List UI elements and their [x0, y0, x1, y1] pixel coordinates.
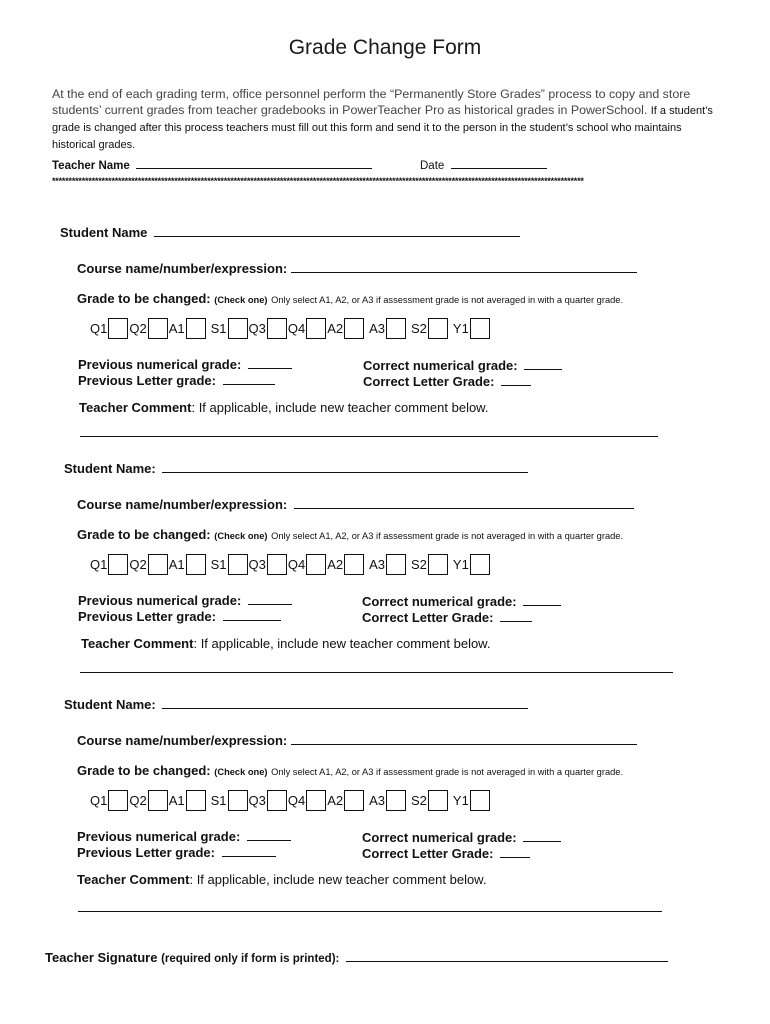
prev-numerical-field[interactable] — [248, 592, 292, 605]
correct-letter-row — [363, 373, 531, 389]
course-field[interactable] — [291, 732, 637, 745]
grade-change-label: Grade to be changed: — [77, 291, 211, 306]
grade-checkbox-a3[interactable] — [386, 318, 406, 339]
teacher-comment-field[interactable] — [80, 672, 673, 673]
grade-option-label: Y1 — [452, 793, 469, 808]
prev-numerical-label: Previous numerical grade: — [78, 593, 242, 608]
course-field[interactable] — [294, 496, 634, 509]
grade-option-label: Q4 — [287, 557, 306, 572]
grade-checkbox-s2[interactable] — [428, 790, 448, 811]
teacher-comment-field[interactable] — [78, 911, 662, 912]
prev-numerical-row — [77, 828, 291, 844]
grade-checkbox-s1[interactable] — [228, 790, 248, 811]
teacher-comment-row — [79, 400, 488, 415]
student-name-row — [60, 224, 520, 240]
student-section-2 — [0, 456, 770, 686]
student-name-row — [64, 696, 528, 712]
student-name-field[interactable] — [162, 460, 528, 473]
grade-checkbox-q2[interactable] — [148, 790, 168, 811]
teacher-signature-label: Teacher Signature — [45, 950, 158, 965]
prev-letter-field[interactable] — [222, 844, 276, 857]
prev-numerical-row — [78, 356, 292, 372]
grade-checkbox-q3[interactable] — [267, 554, 287, 575]
grade-option-label: Q3 — [248, 321, 266, 336]
student-section-1 — [0, 220, 770, 450]
grade-option-label: Q4 — [287, 793, 306, 808]
course-label: Course name/number/expression: — [77, 733, 288, 748]
grade-options — [90, 790, 491, 811]
correct-letter-field[interactable] — [500, 845, 530, 858]
intro-text-main: At the end of each grading term, office personnel perform the “Permanently Store Grades” process to copy and store students’ current grades from teacher gradebooks in PowerTeacher Pro as historical grades in PowerSchool. — [52, 87, 691, 117]
grade-option-label: S1 — [210, 557, 227, 572]
teacher-comment-row — [81, 636, 490, 651]
prev-letter-label: Previous Letter grade: — [78, 609, 216, 624]
grade-checkbox-q4[interactable] — [306, 790, 326, 811]
grade-option-label: A1 — [168, 321, 185, 336]
grade-options — [90, 318, 491, 339]
grade-checkbox-q1[interactable] — [108, 554, 128, 575]
teacher-comment-hint: : If applicable, include new teacher comment below. — [189, 872, 487, 887]
check-one-label: (Check one) — [214, 295, 268, 305]
correct-numerical-label: Correct numerical grade: — [362, 594, 517, 609]
check-one-label: (Check one) — [214, 767, 268, 777]
grade-checkbox-q3[interactable] — [267, 318, 287, 339]
course-row — [77, 732, 637, 748]
grade-checkbox-a3[interactable] — [386, 790, 406, 811]
grade-change-row — [77, 763, 623, 778]
grade-option-label: Y1 — [452, 557, 469, 572]
grade-checkbox-a2[interactable] — [344, 554, 364, 575]
correct-numerical-label: Correct numerical grade: — [362, 830, 517, 845]
grade-option-label: Q3 — [248, 793, 266, 808]
student-name-row — [64, 460, 528, 476]
grade-checkbox-y1[interactable] — [470, 318, 490, 339]
prev-letter-row — [78, 372, 275, 388]
grade-checkbox-a1[interactable] — [186, 318, 206, 339]
separator-line: ***************************************************************************************************************************************************************** — [52, 176, 584, 186]
correct-numerical-field[interactable] — [523, 593, 561, 606]
teacher-comment-field[interactable] — [80, 436, 658, 437]
correct-numerical-field[interactable] — [524, 357, 562, 370]
grade-note: Only select A1, A2, or A3 if assessment grade is not averaged in with a quarter grade. — [271, 295, 624, 305]
grade-option-label: A3 — [369, 321, 385, 336]
date-label: Date — [420, 160, 445, 172]
course-row — [77, 260, 637, 276]
grade-option-label: A2 — [327, 557, 344, 572]
grade-checkbox-s2[interactable] — [428, 318, 448, 339]
correct-numerical-label: Correct numerical grade: — [363, 358, 518, 373]
grade-checkbox-a1[interactable] — [186, 554, 206, 575]
grade-checkbox-s2[interactable] — [428, 554, 448, 575]
grade-change-row — [77, 527, 623, 542]
grade-checkbox-q3[interactable] — [267, 790, 287, 811]
grade-option-label: A1 — [168, 557, 185, 572]
teacher-signature-row — [45, 949, 668, 965]
grade-note: Only select A1, A2, or A3 if assessment grade is not averaged in with a quarter grade. — [271, 767, 624, 777]
teacher-name-label: Teacher Name — [52, 160, 130, 172]
grade-option-label: S2 — [411, 557, 427, 572]
correct-numerical-field[interactable] — [523, 829, 561, 842]
grade-checkbox-q1[interactable] — [108, 790, 128, 811]
teacher-name-field[interactable] — [136, 156, 372, 169]
intro-paragraph — [52, 86, 722, 153]
grade-option-label: Q1 — [90, 321, 108, 336]
prev-letter-field[interactable] — [223, 372, 275, 385]
teacher-comment-label: Teacher Comment — [77, 872, 190, 887]
correct-letter-label: Correct Letter Grade: — [362, 610, 494, 625]
grade-option-label: Y1 — [452, 321, 469, 336]
correct-letter-label: Correct Letter Grade: — [362, 846, 494, 861]
teacher-signature-field[interactable] — [346, 949, 668, 962]
date-row — [420, 156, 547, 172]
grade-option-label: Q1 — [90, 793, 108, 808]
prev-numerical-label: Previous numerical grade: — [77, 829, 241, 844]
grade-note: Only select A1, A2, or A3 if assessment grade is not averaged in with a quarter grade. — [271, 531, 624, 541]
grade-option-label: Q2 — [129, 793, 147, 808]
teacher-name-row — [52, 156, 372, 172]
prev-letter-field[interactable] — [223, 608, 281, 621]
check-one-label: (Check one) — [214, 531, 268, 541]
grade-checkbox-a3[interactable] — [386, 554, 406, 575]
grade-change-row — [77, 291, 623, 306]
grade-option-label: Q2 — [129, 557, 147, 572]
correct-letter-field[interactable] — [501, 373, 531, 386]
course-label: Course name/number/expression: — [77, 497, 288, 512]
student-name-field[interactable] — [154, 224, 520, 237]
correct-numerical-row — [363, 357, 562, 373]
grade-option-label: A3 — [369, 793, 385, 808]
prev-numerical-field[interactable] — [247, 828, 291, 841]
grade-change-label: Grade to be changed: — [77, 763, 211, 778]
correct-numerical-row — [362, 829, 561, 845]
prev-letter-row — [78, 608, 281, 624]
correct-letter-label: Correct Letter Grade: — [363, 374, 495, 389]
intro-text-instructions: If a student’s grade is changed after this process teachers must fill out this form and send it to the person in the student’s school who maintains historical grades. — [52, 105, 713, 151]
student-name-label: Student Name: — [64, 697, 156, 712]
grade-option-label: Q2 — [129, 321, 147, 336]
prev-letter-label: Previous Letter grade: — [78, 373, 216, 388]
grade-option-label: S2 — [411, 321, 427, 336]
grade-option-label: A3 — [369, 557, 385, 572]
grade-checkbox-y1[interactable] — [470, 790, 490, 811]
prev-letter-row — [77, 844, 276, 860]
grade-option-label: S1 — [210, 793, 227, 808]
grade-option-label: S1 — [210, 321, 227, 336]
grade-checkbox-a1[interactable] — [186, 790, 206, 811]
student-name-label: Student Name: — [64, 461, 156, 476]
prev-letter-label: Previous Letter grade: — [77, 845, 215, 860]
student-name-field[interactable] — [162, 696, 528, 709]
teacher-signature-note: (required only if form is printed): — [161, 953, 340, 965]
prev-numerical-field[interactable] — [248, 356, 292, 369]
grade-option-label: A2 — [327, 321, 344, 336]
grade-checkbox-q2[interactable] — [148, 318, 168, 339]
grade-change-label: Grade to be changed: — [77, 527, 211, 542]
prev-numerical-label: Previous numerical grade: — [78, 357, 242, 372]
prev-numerical-row — [78, 592, 292, 608]
correct-letter-field[interactable] — [500, 609, 532, 622]
grade-checkbox-a2[interactable] — [344, 790, 364, 811]
grade-checkbox-s1[interactable] — [228, 318, 248, 339]
correct-letter-row — [362, 845, 530, 861]
form-title: Grade Change Form — [288, 36, 482, 59]
grade-option-label: Q3 — [248, 557, 266, 572]
course-field[interactable] — [291, 260, 637, 273]
course-label: Course name/number/expression: — [77, 261, 288, 276]
correct-numerical-row — [362, 593, 561, 609]
grade-option-label: Q1 — [90, 557, 108, 572]
teacher-comment-hint: : If applicable, include new teacher comment below. — [193, 636, 491, 651]
grade-checkbox-q4[interactable] — [306, 554, 326, 575]
teacher-comment-row — [77, 872, 486, 887]
student-name-label: Student Name — [60, 225, 148, 240]
teacher-comment-hint: : If applicable, include new teacher comment below. — [191, 400, 489, 415]
grade-checkbox-s1[interactable] — [228, 554, 248, 575]
grade-checkbox-q4[interactable] — [306, 318, 326, 339]
grade-option-label: S2 — [411, 793, 427, 808]
teacher-comment-label: Teacher Comment — [79, 400, 192, 415]
grade-option-label: A2 — [327, 793, 344, 808]
correct-letter-row — [362, 609, 532, 625]
grade-checkbox-a2[interactable] — [344, 318, 364, 339]
grade-options — [90, 554, 491, 575]
date-field[interactable] — [451, 156, 547, 169]
grade-checkbox-q2[interactable] — [148, 554, 168, 575]
grade-checkbox-y1[interactable] — [470, 554, 490, 575]
grade-checkbox-q1[interactable] — [108, 318, 128, 339]
grade-option-label: Q4 — [287, 321, 306, 336]
student-section-3 — [0, 692, 770, 922]
teacher-comment-label: Teacher Comment — [81, 636, 194, 651]
course-row — [77, 496, 634, 512]
grade-option-label: A1 — [168, 793, 185, 808]
